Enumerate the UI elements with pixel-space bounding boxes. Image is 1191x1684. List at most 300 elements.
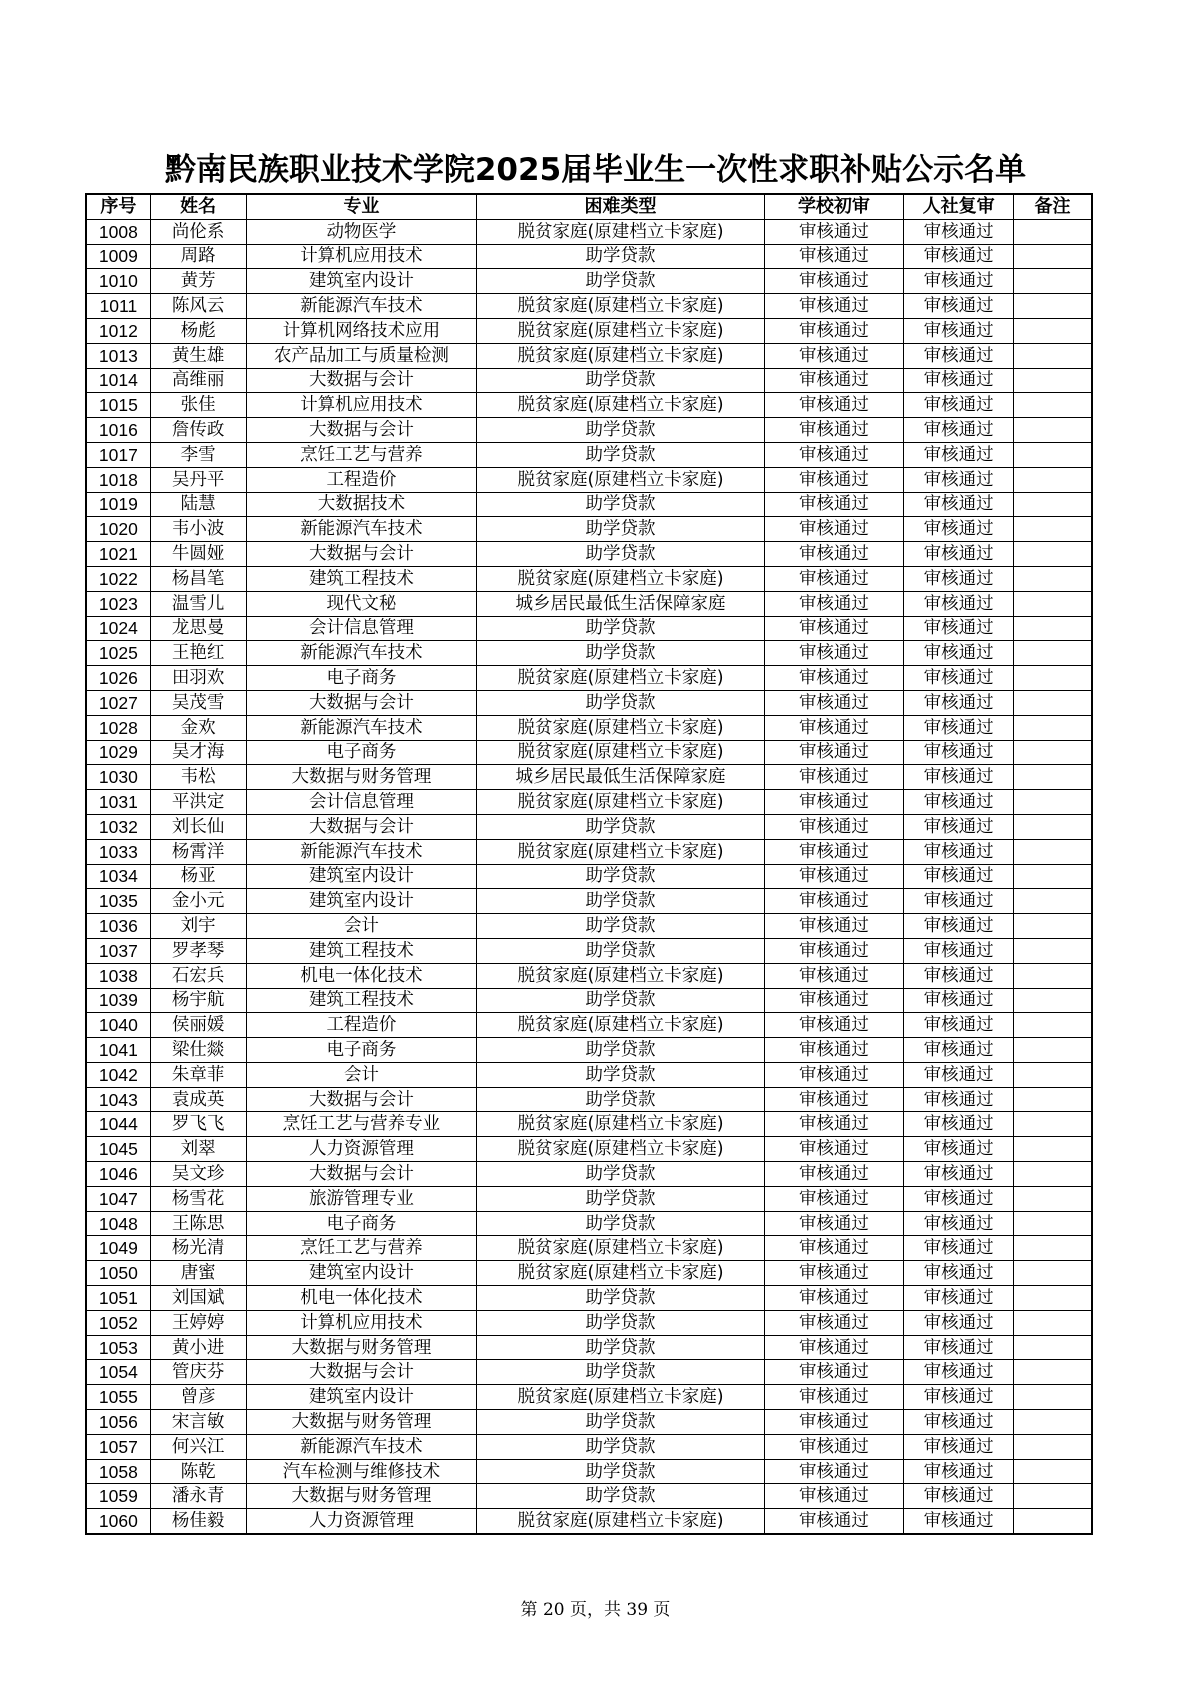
- cell-serial: 1018: [86, 467, 150, 492]
- cell-school-review: 审核通过: [764, 492, 903, 517]
- cell-remarks: [1014, 393, 1092, 418]
- cell-school-review: 审核通过: [764, 740, 903, 765]
- cell-hrss-review: 审核通过: [904, 591, 1014, 616]
- cell-name: 牛圆娅: [150, 542, 246, 567]
- cell-hrss-review: 审核通过: [904, 566, 1014, 591]
- cell-school-review: 审核通过: [764, 542, 903, 567]
- cell-serial: 1017: [86, 442, 150, 467]
- cell-school-review: 审核通过: [764, 244, 903, 269]
- cell-school-review: 审核通过: [764, 1211, 903, 1236]
- table-row: [86, 1261, 1092, 1286]
- cell-remarks: [1014, 492, 1092, 517]
- cell-name: 袁成英: [150, 1087, 246, 1112]
- table-row: [86, 1385, 1092, 1410]
- cell-remarks: [1014, 1236, 1092, 1261]
- table-row: [86, 814, 1092, 839]
- cell-school-review: 审核通过: [764, 1186, 903, 1211]
- cell-school-review: 审核通过: [764, 814, 903, 839]
- cell-major: 新能源汽车技术: [246, 517, 477, 542]
- cell-hrss-review: 审核通过: [904, 1360, 1014, 1385]
- page-footer: 第 20 页，共 39 页: [520, 1600, 671, 1620]
- cell-hrss-review: 审核通过: [904, 1286, 1014, 1311]
- cell-hardship-type: 助学贷款: [477, 269, 764, 294]
- cell-school-review: 审核通过: [764, 1087, 903, 1112]
- cell-school-review: 审核通过: [764, 294, 903, 319]
- cell-school-review: 审核通过: [764, 864, 903, 889]
- cell-hardship-type: 助学贷款: [477, 244, 764, 269]
- cell-school-review: 审核通过: [764, 1286, 903, 1311]
- cell-name: 杨光清: [150, 1236, 246, 1261]
- cell-serial: 1049: [86, 1236, 150, 1261]
- cell-hardship-type: 脱贫家庭(原建档立卡家庭): [477, 467, 764, 492]
- cell-school-review: 审核通过: [764, 517, 903, 542]
- cell-remarks: [1014, 1137, 1092, 1162]
- cell-major: 电子商务: [246, 666, 477, 691]
- cell-hrss-review: 审核通过: [904, 690, 1014, 715]
- cell-hrss-review: 审核通过: [904, 393, 1014, 418]
- table-row: [86, 1162, 1092, 1187]
- cell-name: 王艳红: [150, 641, 246, 666]
- cell-school-review: 审核通过: [764, 566, 903, 591]
- cell-hardship-type: 助学贷款: [477, 1434, 764, 1459]
- cell-hardship-type: 脱贫家庭(原建档立卡家庭): [477, 1261, 764, 1286]
- cell-school-review: 审核通过: [764, 1112, 903, 1137]
- cell-remarks: [1014, 442, 1092, 467]
- cell-school-review: 审核通过: [764, 1509, 903, 1534]
- cell-major: 新能源汽车技术: [246, 1434, 477, 1459]
- cell-major: 大数据技术: [246, 492, 477, 517]
- cell-hardship-type: 助学贷款: [477, 1087, 764, 1112]
- cell-name: 侯丽媛: [150, 1013, 246, 1038]
- cell-hardship-type: 助学贷款: [477, 1038, 764, 1063]
- cell-serial: 1054: [86, 1360, 150, 1385]
- cell-school-review: 审核通过: [764, 914, 903, 939]
- cell-name: 吴文珍: [150, 1162, 246, 1187]
- cell-remarks: [1014, 616, 1092, 641]
- cell-serial: 1030: [86, 765, 150, 790]
- cell-hrss-review: 审核通过: [904, 715, 1014, 740]
- cell-remarks: [1014, 1385, 1092, 1410]
- cell-serial: 1033: [86, 839, 150, 864]
- cell-serial: 1009: [86, 244, 150, 269]
- cell-hrss-review: 审核通过: [904, 1137, 1014, 1162]
- cell-hardship-type: 脱贫家庭(原建档立卡家庭): [477, 715, 764, 740]
- cell-hrss-review: 审核通过: [904, 467, 1014, 492]
- cell-hardship-type: 脱贫家庭(原建档立卡家庭): [477, 790, 764, 815]
- cell-school-review: 审核通过: [764, 368, 903, 393]
- cell-school-review: 审核通过: [764, 963, 903, 988]
- cell-serial: 1052: [86, 1310, 150, 1335]
- cell-school-review: 审核通过: [764, 641, 903, 666]
- cell-remarks: [1014, 1013, 1092, 1038]
- cell-school-review: 审核通过: [764, 790, 903, 815]
- table-row: [86, 963, 1092, 988]
- cell-hardship-type: 脱贫家庭(原建档立卡家庭): [477, 343, 764, 368]
- cell-hardship-type: 助学贷款: [477, 418, 764, 443]
- cell-name: 杨宇航: [150, 988, 246, 1013]
- cell-school-review: 审核通过: [764, 666, 903, 691]
- cell-serial: 1023: [86, 591, 150, 616]
- table-row: [86, 1360, 1092, 1385]
- cell-school-review: 审核通过: [764, 690, 903, 715]
- cell-hardship-type: 助学贷款: [477, 864, 764, 889]
- cell-serial: 1056: [86, 1410, 150, 1435]
- cell-remarks: [1014, 765, 1092, 790]
- cell-remarks: [1014, 1335, 1092, 1360]
- cell-major: 大数据与会计: [246, 814, 477, 839]
- cell-hardship-type: 助学贷款: [477, 814, 764, 839]
- table-row: [86, 1410, 1092, 1435]
- cell-name: 刘长仙: [150, 814, 246, 839]
- cell-remarks: [1014, 666, 1092, 691]
- table-row: [86, 467, 1092, 492]
- cell-hardship-type: 脱贫家庭(原建档立卡家庭): [477, 963, 764, 988]
- cell-hrss-review: 审核通过: [904, 244, 1014, 269]
- cell-school-review: 审核通过: [764, 988, 903, 1013]
- cell-serial: 1010: [86, 269, 150, 294]
- cell-major: 工程造价: [246, 1013, 477, 1038]
- cell-name: 李雪: [150, 442, 246, 467]
- cell-name: 宋言敏: [150, 1410, 246, 1435]
- cell-hardship-type: 助学贷款: [477, 1286, 764, 1311]
- cell-remarks: [1014, 1087, 1092, 1112]
- cell-name: 王婷婷: [150, 1310, 246, 1335]
- roster-table: [85, 193, 1093, 1535]
- cell-major: 计算机应用技术: [246, 244, 477, 269]
- cell-name: 罗孝琴: [150, 938, 246, 963]
- cell-hardship-type: 助学贷款: [477, 368, 764, 393]
- cell-major: 电子商务: [246, 740, 477, 765]
- cell-remarks: [1014, 864, 1092, 889]
- cell-school-review: 审核通过: [764, 1062, 903, 1087]
- table-row: [86, 1459, 1092, 1484]
- cell-hardship-type: 助学贷款: [477, 1310, 764, 1335]
- cell-school-review: 审核通过: [764, 1162, 903, 1187]
- cell-remarks: [1014, 814, 1092, 839]
- cell-name: 石宏兵: [150, 963, 246, 988]
- cell-serial: 1022: [86, 566, 150, 591]
- cell-name: 金欢: [150, 715, 246, 740]
- cell-hardship-type: 脱贫家庭(原建档立卡家庭): [477, 666, 764, 691]
- cell-name: 杨佳毅: [150, 1509, 246, 1534]
- cell-name: 曾彦: [150, 1385, 246, 1410]
- table-row: [86, 294, 1092, 319]
- cell-name: 杨雪花: [150, 1186, 246, 1211]
- cell-serial: 1043: [86, 1087, 150, 1112]
- cell-name: 詹传政: [150, 418, 246, 443]
- cell-major: 会计信息管理: [246, 616, 477, 641]
- cell-serial: 1013: [86, 343, 150, 368]
- header-hardship-type: 困难类型: [477, 194, 764, 219]
- cell-serial: 1042: [86, 1062, 150, 1087]
- cell-serial: 1039: [86, 988, 150, 1013]
- cell-hardship-type: 脱贫家庭(原建档立卡家庭): [477, 1112, 764, 1137]
- table-row: [86, 368, 1092, 393]
- cell-hardship-type: 助学贷款: [477, 1062, 764, 1087]
- cell-remarks: [1014, 517, 1092, 542]
- cell-major: 建筑工程技术: [246, 566, 477, 591]
- cell-major: 大数据与会计: [246, 690, 477, 715]
- cell-major: 建筑室内设计: [246, 1385, 477, 1410]
- cell-school-review: 审核通过: [764, 467, 903, 492]
- table-row: [86, 790, 1092, 815]
- cell-major: 计算机应用技术: [246, 393, 477, 418]
- cell-serial: 1025: [86, 641, 150, 666]
- cell-remarks: [1014, 889, 1092, 914]
- table-row: [86, 1509, 1092, 1534]
- cell-hrss-review: 审核通过: [904, 219, 1014, 244]
- cell-major: 大数据与会计: [246, 542, 477, 567]
- cell-name: 吴才海: [150, 740, 246, 765]
- cell-serial: 1024: [86, 616, 150, 641]
- cell-hardship-type: 脱贫家庭(原建档立卡家庭): [477, 566, 764, 591]
- cell-major: 建筑室内设计: [246, 889, 477, 914]
- cell-major: 人力资源管理: [246, 1509, 477, 1534]
- cell-serial: 1037: [86, 938, 150, 963]
- cell-hrss-review: 审核通过: [904, 343, 1014, 368]
- cell-hrss-review: 审核通过: [904, 963, 1014, 988]
- cell-remarks: [1014, 1112, 1092, 1137]
- cell-school-review: 审核通过: [764, 1459, 903, 1484]
- cell-name: 黄生雄: [150, 343, 246, 368]
- cell-name: 梁仕燚: [150, 1038, 246, 1063]
- table-row: [86, 765, 1092, 790]
- cell-hrss-review: 审核通过: [904, 1261, 1014, 1286]
- cell-major: 计算机应用技术: [246, 1310, 477, 1335]
- cell-major: 大数据与财务管理: [246, 1410, 477, 1435]
- cell-remarks: [1014, 1410, 1092, 1435]
- cell-major: 建筑室内设计: [246, 1261, 477, 1286]
- cell-school-review: 审核通过: [764, 393, 903, 418]
- table-row: [86, 1038, 1092, 1063]
- cell-hardship-type: 助学贷款: [477, 914, 764, 939]
- cell-remarks: [1014, 467, 1092, 492]
- cell-serial: 1053: [86, 1335, 150, 1360]
- table-row: [86, 219, 1092, 244]
- cell-hardship-type: 助学贷款: [477, 517, 764, 542]
- table-row: [86, 616, 1092, 641]
- cell-school-review: 审核通过: [764, 1310, 903, 1335]
- cell-serial: 1027: [86, 690, 150, 715]
- cell-hrss-review: 审核通过: [904, 318, 1014, 343]
- cell-hrss-review: 审核通过: [904, 641, 1014, 666]
- cell-remarks: [1014, 1484, 1092, 1509]
- cell-remarks: [1014, 1162, 1092, 1187]
- cell-hrss-review: 审核通过: [904, 1211, 1014, 1236]
- cell-major: 大数据与财务管理: [246, 765, 477, 790]
- cell-hrss-review: 审核通过: [904, 1484, 1014, 1509]
- cell-school-review: 审核通过: [764, 219, 903, 244]
- table-row: [86, 839, 1092, 864]
- cell-hrss-review: 审核通过: [904, 1062, 1014, 1087]
- table-row: [86, 889, 1092, 914]
- cell-serial: 1040: [86, 1013, 150, 1038]
- cell-hrss-review: 审核通过: [904, 814, 1014, 839]
- cell-remarks: [1014, 1038, 1092, 1063]
- table-row: [86, 914, 1092, 939]
- cell-hrss-review: 审核通过: [904, 1186, 1014, 1211]
- cell-school-review: 审核通过: [764, 1360, 903, 1385]
- cell-hrss-review: 审核通过: [904, 1013, 1014, 1038]
- cell-major: 汽车检测与维修技术: [246, 1459, 477, 1484]
- table-row: [86, 988, 1092, 1013]
- cell-hrss-review: 审核通过: [904, 988, 1014, 1013]
- cell-hrss-review: 审核通过: [904, 1509, 1014, 1534]
- cell-major: 建筑工程技术: [246, 988, 477, 1013]
- cell-serial: 1008: [86, 219, 150, 244]
- cell-hrss-review: 审核通过: [904, 1038, 1014, 1063]
- cell-hrss-review: 审核通过: [904, 616, 1014, 641]
- cell-name: 陆慧: [150, 492, 246, 517]
- cell-serial: 1015: [86, 393, 150, 418]
- table-row: [86, 269, 1092, 294]
- cell-name: 韦松: [150, 765, 246, 790]
- header-name: 姓名: [150, 194, 246, 219]
- cell-major: 人力资源管理: [246, 1137, 477, 1162]
- cell-school-review: 审核通过: [764, 418, 903, 443]
- cell-school-review: 审核通过: [764, 765, 903, 790]
- table-row: [86, 1335, 1092, 1360]
- cell-hrss-review: 审核通过: [904, 1459, 1014, 1484]
- cell-remarks: [1014, 343, 1092, 368]
- cell-hardship-type: 助学贷款: [477, 690, 764, 715]
- cell-hrss-review: 审核通过: [904, 1162, 1014, 1187]
- table-row: [86, 641, 1092, 666]
- cell-remarks: [1014, 418, 1092, 443]
- cell-serial: 1038: [86, 963, 150, 988]
- cell-school-review: 审核通过: [764, 889, 903, 914]
- cell-hrss-review: 审核通过: [904, 740, 1014, 765]
- cell-hrss-review: 审核通过: [904, 839, 1014, 864]
- cell-name: 黄芳: [150, 269, 246, 294]
- cell-name: 刘国斌: [150, 1286, 246, 1311]
- table-row: [86, 566, 1092, 591]
- cell-school-review: 审核通过: [764, 1261, 903, 1286]
- cell-name: 刘翠: [150, 1137, 246, 1162]
- cell-school-review: 审核通过: [764, 938, 903, 963]
- cell-school-review: 审核通过: [764, 616, 903, 641]
- cell-remarks: [1014, 219, 1092, 244]
- cell-hardship-type: 脱贫家庭(原建档立卡家庭): [477, 393, 764, 418]
- table-row: [86, 1013, 1092, 1038]
- table-row: [86, 318, 1092, 343]
- cell-hrss-review: 审核通过: [904, 542, 1014, 567]
- cell-major: 计算机网络技术应用: [246, 318, 477, 343]
- cell-hardship-type: 助学贷款: [477, 1162, 764, 1187]
- cell-school-review: 审核通过: [764, 1236, 903, 1261]
- cell-major: 建筑工程技术: [246, 938, 477, 963]
- cell-hardship-type: 脱贫家庭(原建档立卡家庭): [477, 1385, 764, 1410]
- table-row: [86, 1087, 1092, 1112]
- table-row: [86, 690, 1092, 715]
- cell-remarks: [1014, 914, 1092, 939]
- cell-name: 刘宇: [150, 914, 246, 939]
- cell-remarks: [1014, 1211, 1092, 1236]
- cell-hrss-review: 审核通过: [904, 1410, 1014, 1435]
- cell-remarks: [1014, 566, 1092, 591]
- header-hrss-review: 人社复审: [904, 194, 1014, 219]
- table-row: [86, 1062, 1092, 1087]
- header-serial: 序号: [86, 194, 150, 219]
- cell-major: 旅游管理专业: [246, 1186, 477, 1211]
- cell-name: 罗飞飞: [150, 1112, 246, 1137]
- cell-school-review: 审核通过: [764, 318, 903, 343]
- cell-name: 田羽欢: [150, 666, 246, 691]
- cell-major: 烹饪工艺与营养: [246, 1236, 477, 1261]
- cell-name: 潘永青: [150, 1484, 246, 1509]
- cell-hardship-type: 脱贫家庭(原建档立卡家庭): [477, 1013, 764, 1038]
- cell-major: 电子商务: [246, 1211, 477, 1236]
- cell-remarks: [1014, 988, 1092, 1013]
- cell-remarks: [1014, 269, 1092, 294]
- cell-name: 杨霄洋: [150, 839, 246, 864]
- cell-major: 机电一体化技术: [246, 1286, 477, 1311]
- cell-hrss-review: 审核通过: [904, 492, 1014, 517]
- cell-hrss-review: 审核通过: [904, 517, 1014, 542]
- table-row: [86, 591, 1092, 616]
- cell-hardship-type: 脱贫家庭(原建档立卡家庭): [477, 839, 764, 864]
- cell-remarks: [1014, 244, 1092, 269]
- cell-major: 会计: [246, 1062, 477, 1087]
- cell-remarks: [1014, 740, 1092, 765]
- cell-hardship-type: 脱贫家庭(原建档立卡家庭): [477, 740, 764, 765]
- cell-major: 大数据与会计: [246, 1087, 477, 1112]
- cell-school-review: 审核通过: [764, 1484, 903, 1509]
- cell-name: 王陈思: [150, 1211, 246, 1236]
- cell-serial: 1048: [86, 1211, 150, 1236]
- cell-serial: 1035: [86, 889, 150, 914]
- table-body: [86, 219, 1092, 1534]
- table-row: [86, 1186, 1092, 1211]
- table-row: [86, 1286, 1092, 1311]
- cell-major: 大数据与会计: [246, 1162, 477, 1187]
- table-row: [86, 740, 1092, 765]
- cell-major: 电子商务: [246, 1038, 477, 1063]
- cell-hardship-type: 脱贫家庭(原建档立卡家庭): [477, 1236, 764, 1261]
- cell-serial: 1047: [86, 1186, 150, 1211]
- table-row: [86, 1236, 1092, 1261]
- cell-hardship-type: 助学贷款: [477, 1335, 764, 1360]
- cell-serial: 1041: [86, 1038, 150, 1063]
- cell-serial: 1036: [86, 914, 150, 939]
- cell-name: 管庆芬: [150, 1360, 246, 1385]
- cell-remarks: [1014, 790, 1092, 815]
- cell-school-review: 审核通过: [764, 715, 903, 740]
- cell-remarks: [1014, 1062, 1092, 1087]
- cell-hardship-type: 助学贷款: [477, 492, 764, 517]
- cell-remarks: [1014, 1434, 1092, 1459]
- cell-major: 新能源汽车技术: [246, 715, 477, 740]
- cell-serial: 1032: [86, 814, 150, 839]
- page-title: 黔南民族职业技术学院2025届毕业生一次性求职补贴公示名单: [164, 152, 1027, 188]
- cell-serial: 1051: [86, 1286, 150, 1311]
- cell-school-review: 审核通过: [764, 1137, 903, 1162]
- cell-serial: 1016: [86, 418, 150, 443]
- cell-remarks: [1014, 591, 1092, 616]
- cell-serial: 1055: [86, 1385, 150, 1410]
- cell-school-review: 审核通过: [764, 269, 903, 294]
- table-row: [86, 244, 1092, 269]
- cell-remarks: [1014, 839, 1092, 864]
- cell-serial: 1014: [86, 368, 150, 393]
- cell-remarks: [1014, 1509, 1092, 1534]
- cell-major: 新能源汽车技术: [246, 294, 477, 319]
- cell-name: 周路: [150, 244, 246, 269]
- cell-hardship-type: 助学贷款: [477, 938, 764, 963]
- table-row: [86, 1211, 1092, 1236]
- cell-hardship-type: 助学贷款: [477, 442, 764, 467]
- cell-major: 烹饪工艺与营养专业: [246, 1112, 477, 1137]
